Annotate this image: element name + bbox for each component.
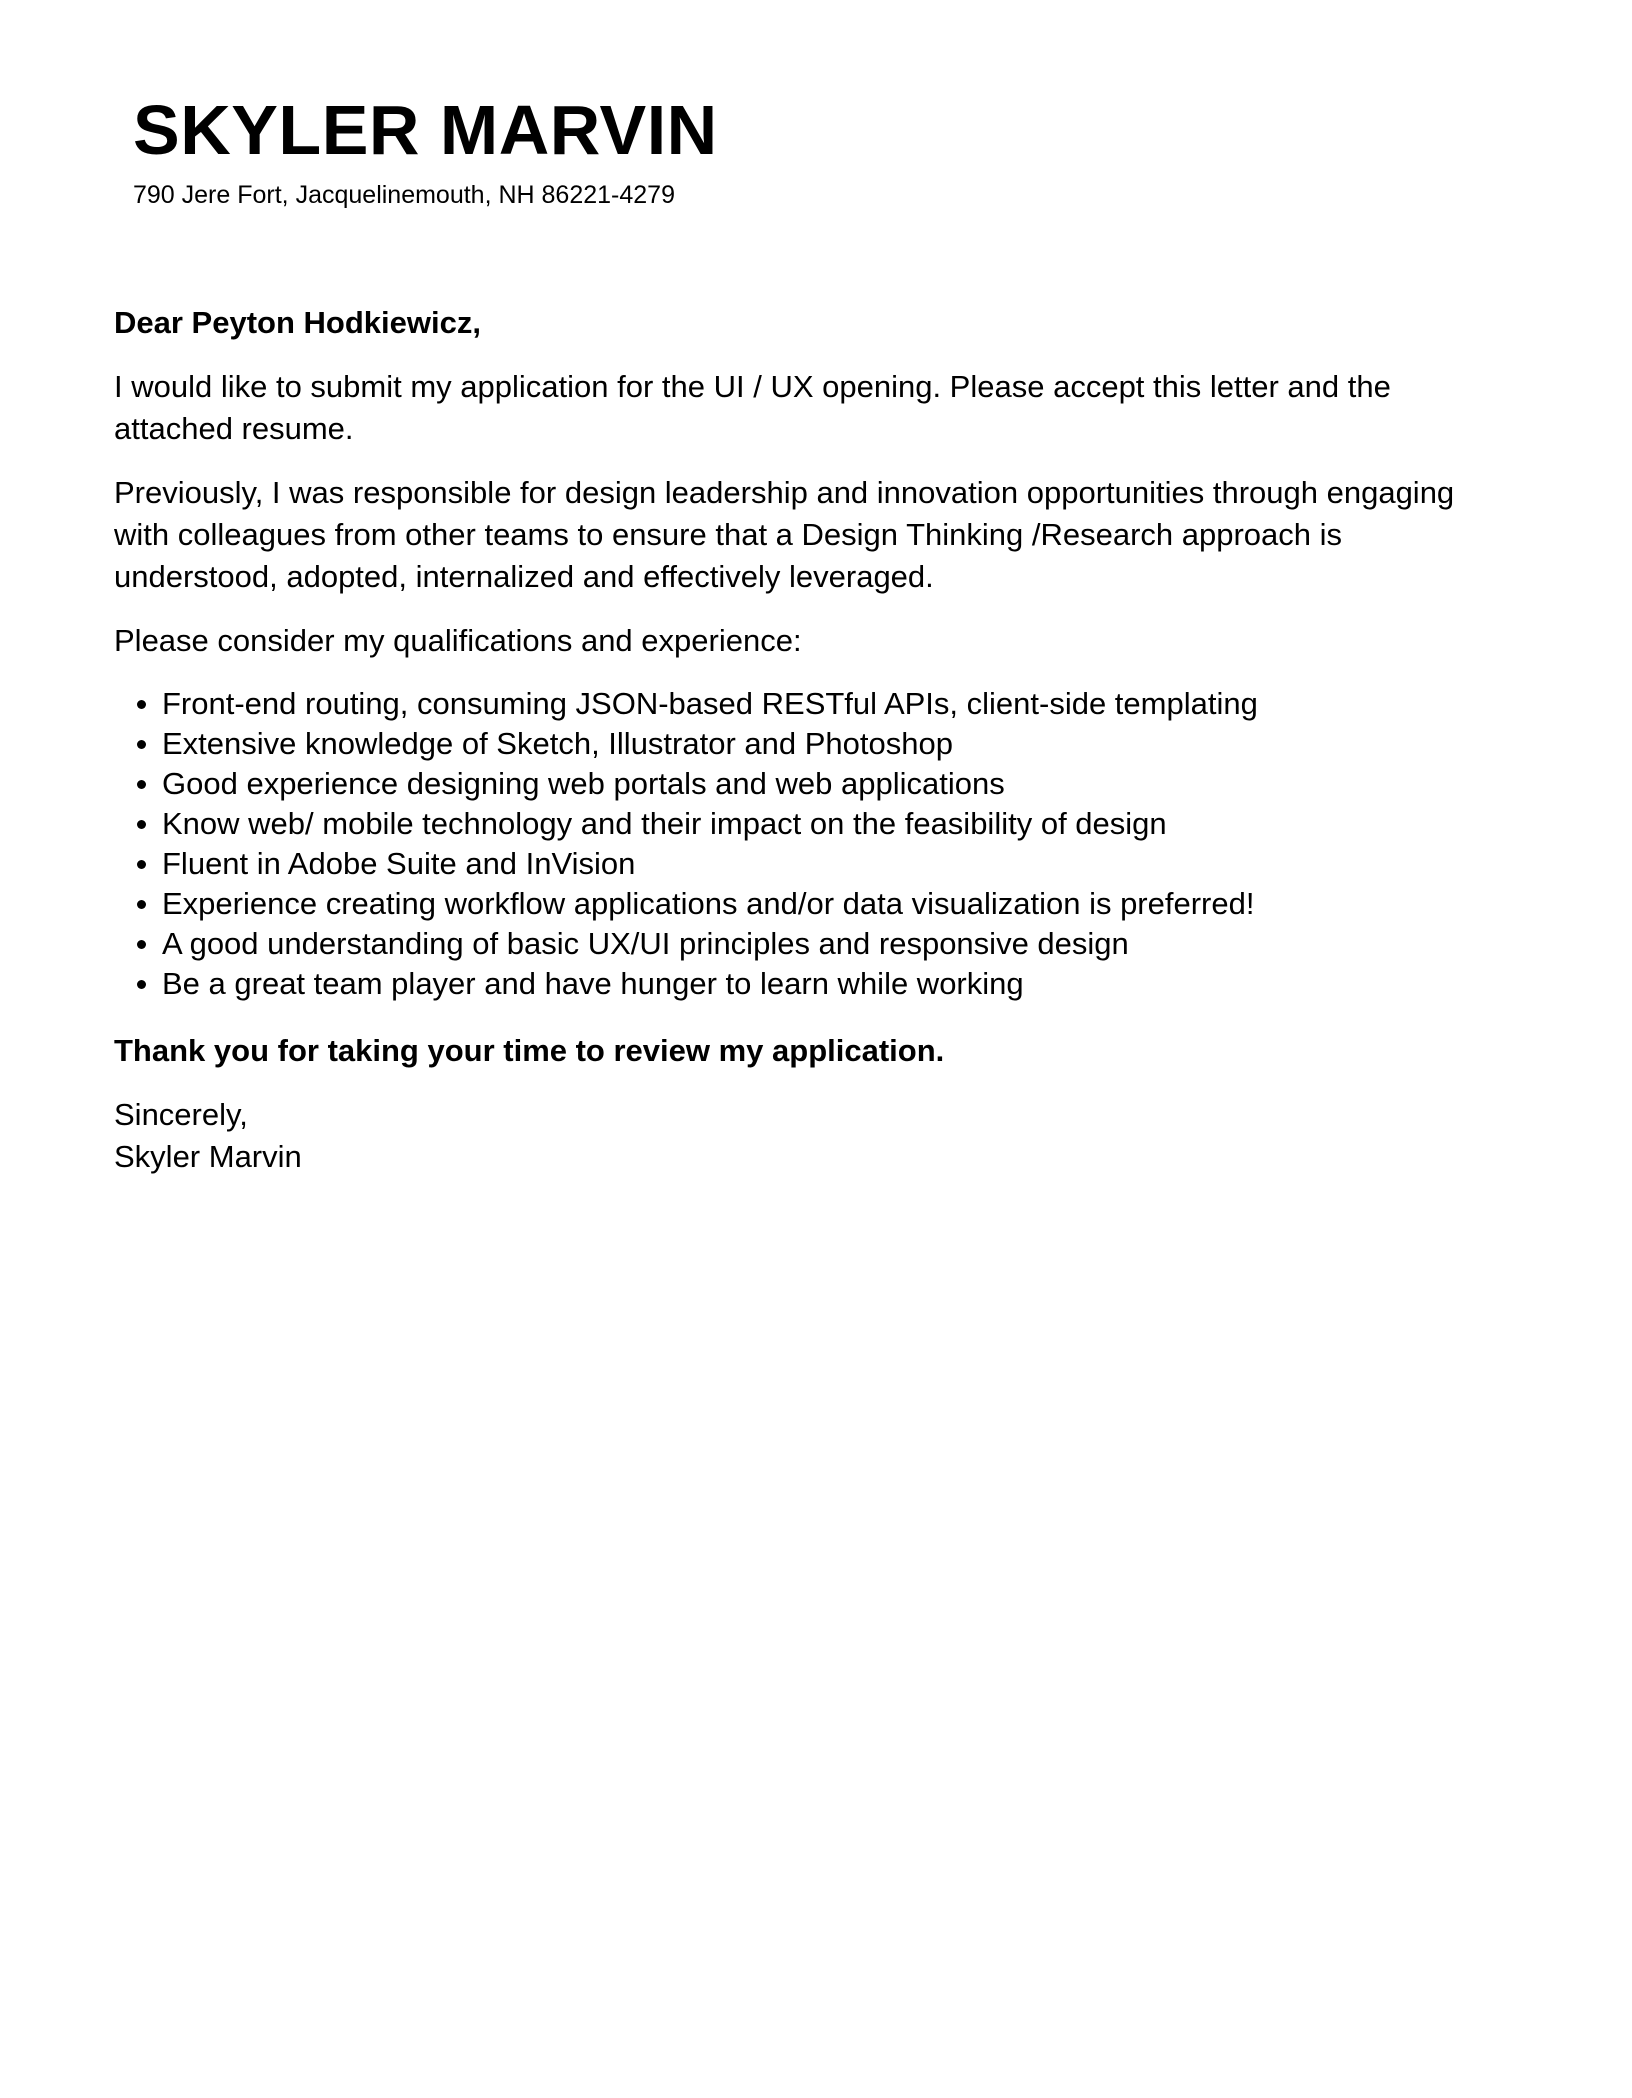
signer-name: Skyler Marvin xyxy=(114,1139,302,1174)
experience-paragraph: Previously, I was responsible for design leadership and innovation opportunities through engaging with colleagues from other teams to ensure that a Design Thinking /Research approach is understood, adopted, internalized and effectively leveraged. xyxy=(114,475,1455,594)
list-item-text: Good experience designing web portals and web applications xyxy=(162,766,1005,801)
letter-body xyxy=(114,302,1514,1178)
list-item-text: Fluent in Adobe Suite and InVision xyxy=(162,846,636,881)
list-item-text: Front-end routing, consuming JSON-based RESTful APIs, client-side templating xyxy=(162,686,1258,721)
list-item xyxy=(162,884,1514,924)
list-item xyxy=(162,924,1514,964)
qualifications-list xyxy=(114,684,1514,1004)
thanks-line: Thank you for taking your time to review my application. xyxy=(114,1033,945,1068)
applicant-name: SKYLER MARVIN xyxy=(133,91,718,169)
list-item xyxy=(162,724,1514,764)
qualifications-intro: Please consider my qualifications and experience: xyxy=(114,623,802,658)
list-item xyxy=(162,804,1514,844)
bullet-icon xyxy=(137,900,146,909)
bullet-icon xyxy=(137,860,146,869)
list-item-text: Experience creating workflow applications and/or data visualization is preferred! xyxy=(162,886,1255,921)
signoff: Sincerely, xyxy=(114,1097,248,1132)
bullet-icon xyxy=(137,700,146,709)
bullet-icon xyxy=(137,780,146,789)
list-item-text: Be a great team player and have hunger to learn while working xyxy=(162,966,1024,1001)
greeting: Dear Peyton Hodkiewicz, xyxy=(114,305,481,340)
list-item xyxy=(162,764,1514,804)
bullet-icon xyxy=(137,940,146,949)
list-item xyxy=(162,684,1514,724)
list-item xyxy=(162,844,1514,884)
letter-header xyxy=(133,88,718,210)
list-item xyxy=(162,964,1514,1004)
bullet-icon xyxy=(137,740,146,749)
bullet-icon xyxy=(137,980,146,989)
applicant-address: 790 Jere Fort, Jacquelinemouth, NH 86221-4279 xyxy=(133,181,675,209)
intro-paragraph: I would like to submit my application for the UI / UX opening. Please accept this letter and the attached resume. xyxy=(114,369,1391,446)
list-item-text: Know web/ mobile technology and their impact on the feasibility of design xyxy=(162,806,1167,841)
bullet-icon xyxy=(137,820,146,829)
list-item-text: Extensive knowledge of Sketch, Illustrator and Photoshop xyxy=(162,726,953,761)
list-item-text: A good understanding of basic UX/UI principles and responsive design xyxy=(162,926,1129,961)
